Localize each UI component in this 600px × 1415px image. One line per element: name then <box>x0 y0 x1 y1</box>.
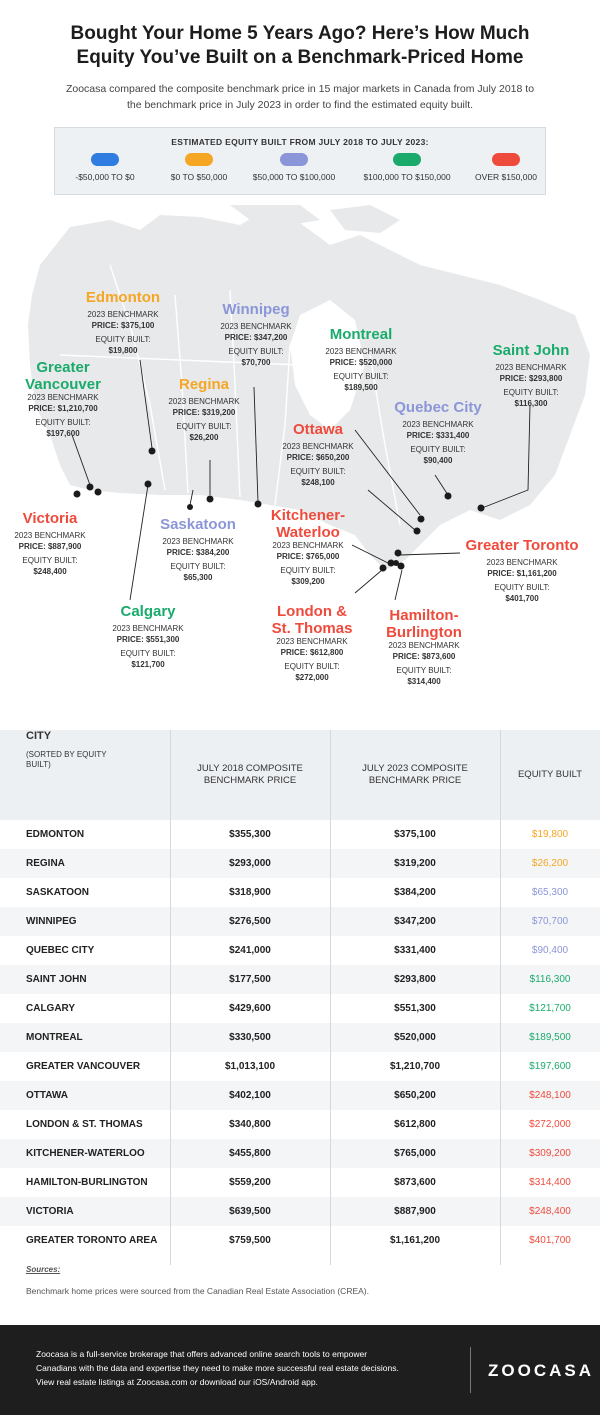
table-row <box>0 1081 600 1110</box>
cell-price-2018: $402,100 <box>229 1090 271 1101</box>
title-line-1: Bought Your Home 5 Years Ago? Here’s How Much <box>70 23 530 44</box>
cell-city: REGINA <box>26 858 65 869</box>
city-name-2: Burlington <box>386 624 462 641</box>
cell-city: CALGARY <box>26 1003 76 1014</box>
cell-equity: $65,300 <box>531 887 569 898</box>
canada-map <box>0 205 600 715</box>
leader-toronto <box>400 553 460 555</box>
cell-city: MONTREAL <box>26 1032 83 1043</box>
city-name: Saint John <box>492 342 570 359</box>
equity-label: EQUITY BUILT: <box>170 562 226 571</box>
table-row <box>0 994 600 1023</box>
benchmark-label: 2023 BENCHMARK <box>112 624 184 633</box>
zoocasa-logo: ZOOCASA <box>488 1361 594 1380</box>
header-2018: JULY 2018 COMPOSITE BENCHMARK PRICE <box>197 763 303 786</box>
column-divider-2 <box>330 730 331 1265</box>
cell-equity: $19,800 <box>531 829 569 840</box>
equity-value: $248,100 <box>301 477 335 487</box>
dot-calgary <box>145 481 152 488</box>
leader-quebec <box>435 475 448 495</box>
dot-saskatoon <box>187 504 193 510</box>
city-name: Regina <box>178 376 229 393</box>
benchmark-label: 2023 BENCHMARK <box>495 363 567 372</box>
footer-text <box>36 1347 456 1389</box>
benchmark-price: PRICE: $1,161,200 <box>487 568 557 578</box>
benchmark-label: 2023 BENCHMARK <box>388 641 460 650</box>
legend-label-3: $50,000 TO $100,000 <box>252 172 336 182</box>
cell-price-2023: $384,200 <box>394 887 436 898</box>
city-name: Greater Toronto <box>465 537 579 554</box>
equity-label: EQUITY BUILT: <box>176 422 232 431</box>
benchmark-label: 2023 BENCHMARK <box>486 558 558 567</box>
benchmark-price: PRICE: $331,400 <box>406 430 470 440</box>
equity-label: EQUITY BUILT: <box>120 649 176 658</box>
benchmark-price: PRICE: $293,800 <box>499 373 563 383</box>
cell-equity: $70,700 <box>531 916 569 927</box>
map-label-quebec-city <box>382 399 494 466</box>
table-row <box>0 820 600 849</box>
cell-price-2023: $887,900 <box>394 1206 436 1217</box>
equity-value: $121,700 <box>131 659 165 669</box>
header-city-note: (SORTED BY EQUITY BUILT) <box>26 750 107 769</box>
equity-value: $90,400 <box>423 455 453 465</box>
sources-label: Sources: <box>26 1265 61 1274</box>
map-label-victoria <box>0 510 106 577</box>
equity-label: EQUITY BUILT: <box>95 335 151 344</box>
dot-ottawa <box>414 528 421 535</box>
benchmark-price: PRICE: $873,600 <box>392 651 456 661</box>
dot-london <box>380 565 387 572</box>
city-name: Winnipeg <box>222 301 290 318</box>
legend-label-5: OVER $150,000 <box>475 172 537 182</box>
map-label-saskatoon <box>142 516 254 583</box>
city-name-1: Hamilton- <box>389 607 459 624</box>
cell-price-2023: $765,000 <box>394 1148 436 1159</box>
cell-price-2023: $612,800 <box>394 1119 436 1130</box>
cell-price-2018: $559,200 <box>229 1177 271 1188</box>
equity-label: EQUITY BUILT: <box>284 662 340 671</box>
city-name-1: Kitchener- <box>270 507 346 524</box>
cell-city: LONDON & ST. THOMAS <box>26 1119 143 1130</box>
cell-price-2018: $330,500 <box>229 1032 271 1043</box>
table-row <box>0 878 600 907</box>
footer-line-2: Canadians with the data and expertise they need to make more successful real estate decisions. <box>36 1363 399 1373</box>
dot-saint-john <box>478 505 485 512</box>
equity-label: EQUITY BUILT: <box>503 388 559 397</box>
table-row <box>0 1110 600 1139</box>
legend <box>54 127 546 195</box>
city-name: Ottawa <box>292 421 343 438</box>
equity-value: $116,300 <box>514 398 548 408</box>
map-label-ottawa <box>262 421 374 488</box>
header-equity: EQUITY BUILT <box>517 769 583 780</box>
cell-equity: $314,400 <box>529 1177 571 1188</box>
cell-price-2023: $551,300 <box>394 1003 436 1014</box>
header-city <box>26 730 166 820</box>
benchmark-price: PRICE: $1,210,700 <box>28 403 98 413</box>
dot-quebec <box>445 493 452 500</box>
cell-price-2023: $319,200 <box>394 858 436 869</box>
benchmark-label: 2023 BENCHMARK <box>27 393 99 402</box>
equity-value: $65,300 <box>183 572 213 582</box>
cell-city: SAINT JOHN <box>26 974 87 985</box>
table-row <box>0 1168 600 1197</box>
cell-city: EDMONTON <box>26 829 85 840</box>
map-label-winnipeg <box>200 301 312 368</box>
cell-price-2023: $347,200 <box>394 916 436 927</box>
city-name-1: Greater <box>36 359 90 376</box>
legend-title: ESTIMATED EQUITY BUILT FROM JULY 2018 TO JULY 2023: <box>171 137 429 147</box>
cell-equity: $26,200 <box>531 858 569 869</box>
table-row <box>0 907 600 936</box>
equity-label: EQUITY BUILT: <box>333 372 389 381</box>
leader-saskatoon <box>190 490 193 505</box>
benchmark-price: PRICE: $551,300 <box>116 634 180 644</box>
benchmark-price: PRICE: $612,800 <box>280 647 344 657</box>
equity-label: EQUITY BUILT: <box>494 583 550 592</box>
map-label-greater-toronto <box>452 537 592 604</box>
cell-price-2018: $1,013,100 <box>224 1061 276 1072</box>
equity-label: EQUITY BUILT: <box>280 566 336 575</box>
benchmark-label: 2023 BENCHMARK <box>276 637 348 646</box>
legend-swatch-1 <box>91 153 119 166</box>
cell-equity: $189,500 <box>529 1032 571 1043</box>
equity-label: EQUITY BUILT: <box>35 418 91 427</box>
dot-toronto-2 <box>393 560 399 566</box>
benchmark-label: 2023 BENCHMARK <box>282 442 354 451</box>
legend-swatch-4 <box>393 153 421 166</box>
city-name-1: London & <box>277 603 347 620</box>
dot-victoria <box>74 491 81 498</box>
table-row <box>0 1197 600 1226</box>
cell-equity: $90,400 <box>531 945 569 956</box>
cell-price-2023: $520,000 <box>394 1032 436 1043</box>
dot-vancouver-2 <box>95 489 102 496</box>
footer-divider <box>470 1347 471 1393</box>
equity-value: $272,000 <box>295 672 329 682</box>
cell-price-2018: $276,500 <box>229 916 271 927</box>
city-name-2: Vancouver <box>25 376 101 393</box>
cell-price-2018: $455,800 <box>229 1148 271 1159</box>
benchmark-label: 2023 BENCHMARK <box>325 347 397 356</box>
column-divider-1 <box>170 730 171 1265</box>
legend-swatch-2 <box>185 153 213 166</box>
benchmark-price: PRICE: $375,100 <box>91 320 155 330</box>
cell-equity: $401,700 <box>529 1235 571 1246</box>
equity-label: EQUITY BUILT: <box>410 445 466 454</box>
cell-city: SASKATOON <box>26 887 89 898</box>
city-name: Montreal <box>329 326 393 343</box>
map-label-london-st-thomas <box>256 603 368 683</box>
benchmark-label: 2023 BENCHMARK <box>168 397 240 406</box>
benchmark-label: 2023 BENCHMARK <box>220 322 292 331</box>
header-city-label: CITY <box>26 730 52 742</box>
cell-city: GREATER VANCOUVER <box>26 1061 141 1072</box>
equity-label: EQUITY BUILT: <box>290 467 346 476</box>
city-name: Calgary <box>120 603 176 620</box>
table-row <box>0 936 600 965</box>
cell-price-2023: $1,161,200 <box>389 1235 441 1246</box>
cell-city: OTTAWA <box>26 1090 69 1101</box>
cell-price-2018: $177,500 <box>229 974 271 985</box>
dot-regina <box>207 496 214 503</box>
equity-value: $189,500 <box>344 382 378 392</box>
benchmark-price: PRICE: $887,900 <box>18 541 82 551</box>
equity-label: EQUITY BUILT: <box>228 347 284 356</box>
cell-city: HAMILTON-BURLINGTON <box>26 1177 148 1188</box>
dot-montreal <box>418 516 425 523</box>
cell-price-2023: $650,200 <box>394 1090 436 1101</box>
table-header <box>0 730 600 820</box>
equity-value: $197,600 <box>46 428 80 438</box>
column-divider-3 <box>500 730 501 1265</box>
equity-value: $19,800 <box>108 345 138 355</box>
cell-equity: $309,200 <box>529 1148 571 1159</box>
legend-swatch-3 <box>280 153 308 166</box>
map-label-hamilton-burlington <box>368 607 480 687</box>
equity-label: EQUITY BUILT: <box>22 556 78 565</box>
cell-equity: $116,300 <box>529 974 571 985</box>
benchmark-price: PRICE: $347,200 <box>224 332 288 342</box>
cell-equity: $197,600 <box>529 1061 571 1072</box>
cell-city: GREATER TORONTO AREA <box>26 1235 158 1246</box>
table-row <box>0 1052 600 1081</box>
cell-price-2018: $293,000 <box>229 858 271 869</box>
leader-ottawa <box>368 490 415 530</box>
footer-line-1: Zoocasa is a full-service brokerage that offers advanced online search tools to empower <box>36 1349 368 1359</box>
title-line-2: Equity You’ve Built on a Benchmark-Priced Home <box>76 47 524 68</box>
benchmark-label: 2023 BENCHMARK <box>402 420 474 429</box>
map-label-kitchener-waterloo <box>252 507 364 587</box>
cell-equity: $248,400 <box>529 1206 571 1217</box>
city-name: Quebec City <box>394 399 482 416</box>
equity-label: EQUITY BUILT: <box>396 666 452 675</box>
legend-swatch-5 <box>492 153 520 166</box>
page-title <box>0 22 600 70</box>
cell-equity: $121,700 <box>529 1003 571 1014</box>
cell-city: KITCHENER-WATERLOO <box>26 1148 145 1159</box>
cell-price-2018: $241,000 <box>229 945 271 956</box>
footer-line-3: View real estate listings at Zoocasa.com or download our iOS/Android app. <box>36 1377 318 1387</box>
city-name: Edmonton <box>85 289 161 306</box>
cell-price-2023: $1,210,700 <box>389 1061 441 1072</box>
cell-price-2023: $873,600 <box>394 1177 436 1188</box>
benchmark-price: PRICE: $650,200 <box>286 452 350 462</box>
city-name-2: Waterloo <box>276 524 340 541</box>
cell-price-2023: $331,400 <box>394 945 436 956</box>
city-name: Victoria <box>22 510 78 527</box>
city-name: Saskatoon <box>160 516 236 533</box>
dot-edmonton <box>149 448 156 455</box>
map-label-regina <box>148 376 260 443</box>
equity-value: $26,200 <box>189 432 219 442</box>
cell-price-2018: $429,600 <box>229 1003 271 1014</box>
dot-toronto <box>395 550 402 557</box>
cell-price-2023: $375,100 <box>394 829 436 840</box>
table-row <box>0 1226 600 1255</box>
cell-city: WINNIPEG <box>26 916 77 927</box>
cell-equity: $248,100 <box>529 1090 571 1101</box>
cell-city: VICTORIA <box>26 1206 74 1217</box>
legend-label-4: $100,000 TO $150,000 <box>363 172 451 182</box>
table-row <box>0 1139 600 1168</box>
map-label-edmonton <box>68 289 178 356</box>
equity-value: $248,400 <box>33 566 67 576</box>
cell-price-2018: $759,500 <box>229 1235 271 1246</box>
cell-price-2018: $340,800 <box>229 1119 271 1130</box>
benchmark-label: 2023 BENCHMARK <box>14 531 86 540</box>
map-label-calgary <box>92 603 204 670</box>
cell-price-2023: $293,800 <box>394 974 436 985</box>
benchmark-label: 2023 BENCHMARK <box>162 537 234 546</box>
cell-equity: $272,000 <box>529 1119 571 1130</box>
table-row <box>0 849 600 878</box>
table-row <box>0 965 600 994</box>
legend-label-2: $0 TO $50,000 <box>170 172 228 182</box>
benchmark-price: PRICE: $765,000 <box>276 551 340 561</box>
benchmark-price: PRICE: $520,000 <box>329 357 393 367</box>
map-label-greater-vancouver <box>8 359 118 439</box>
cell-price-2018: $355,300 <box>229 829 271 840</box>
city-name-2: St. Thomas <box>271 620 353 637</box>
equity-value: $309,200 <box>291 576 325 586</box>
benchmark-label: 2023 BENCHMARK <box>87 310 159 319</box>
benchmark-price: PRICE: $319,200 <box>172 407 236 417</box>
legend-label-1: -$50,000 TO $0 <box>75 172 135 182</box>
cell-city: QUEBEC CITY <box>26 945 95 956</box>
equity-table <box>0 730 600 1255</box>
sources-text: Benchmark home prices were sourced from the Canadian Real Estate Association (CREA). <box>26 1286 369 1296</box>
table-body <box>0 820 600 1255</box>
equity-value: $314,400 <box>407 676 441 686</box>
cell-price-2018: $318,900 <box>229 887 271 898</box>
equity-value: $70,700 <box>241 357 271 367</box>
table-row <box>0 1023 600 1052</box>
dot-vancouver-1 <box>87 484 94 491</box>
footer <box>0 1325 600 1415</box>
benchmark-label: 2023 BENCHMARK <box>272 541 344 550</box>
equity-value: $401,700 <box>505 593 539 603</box>
subtitle: Zoocasa compared the composite benchmark price in 15 major markets in Canada from July 2018 to the benchmark price in July 2023 in order to find the estimated equity built. <box>65 83 535 111</box>
header-2023: JULY 2023 COMPOSITE BENCHMARK PRICE <box>362 763 468 786</box>
benchmark-price: PRICE: $384,200 <box>166 547 230 557</box>
leader-hamilton <box>395 570 402 600</box>
cell-price-2018: $639,500 <box>229 1206 271 1217</box>
leader-vancouver <box>72 435 90 485</box>
map-label-montreal <box>305 326 417 393</box>
